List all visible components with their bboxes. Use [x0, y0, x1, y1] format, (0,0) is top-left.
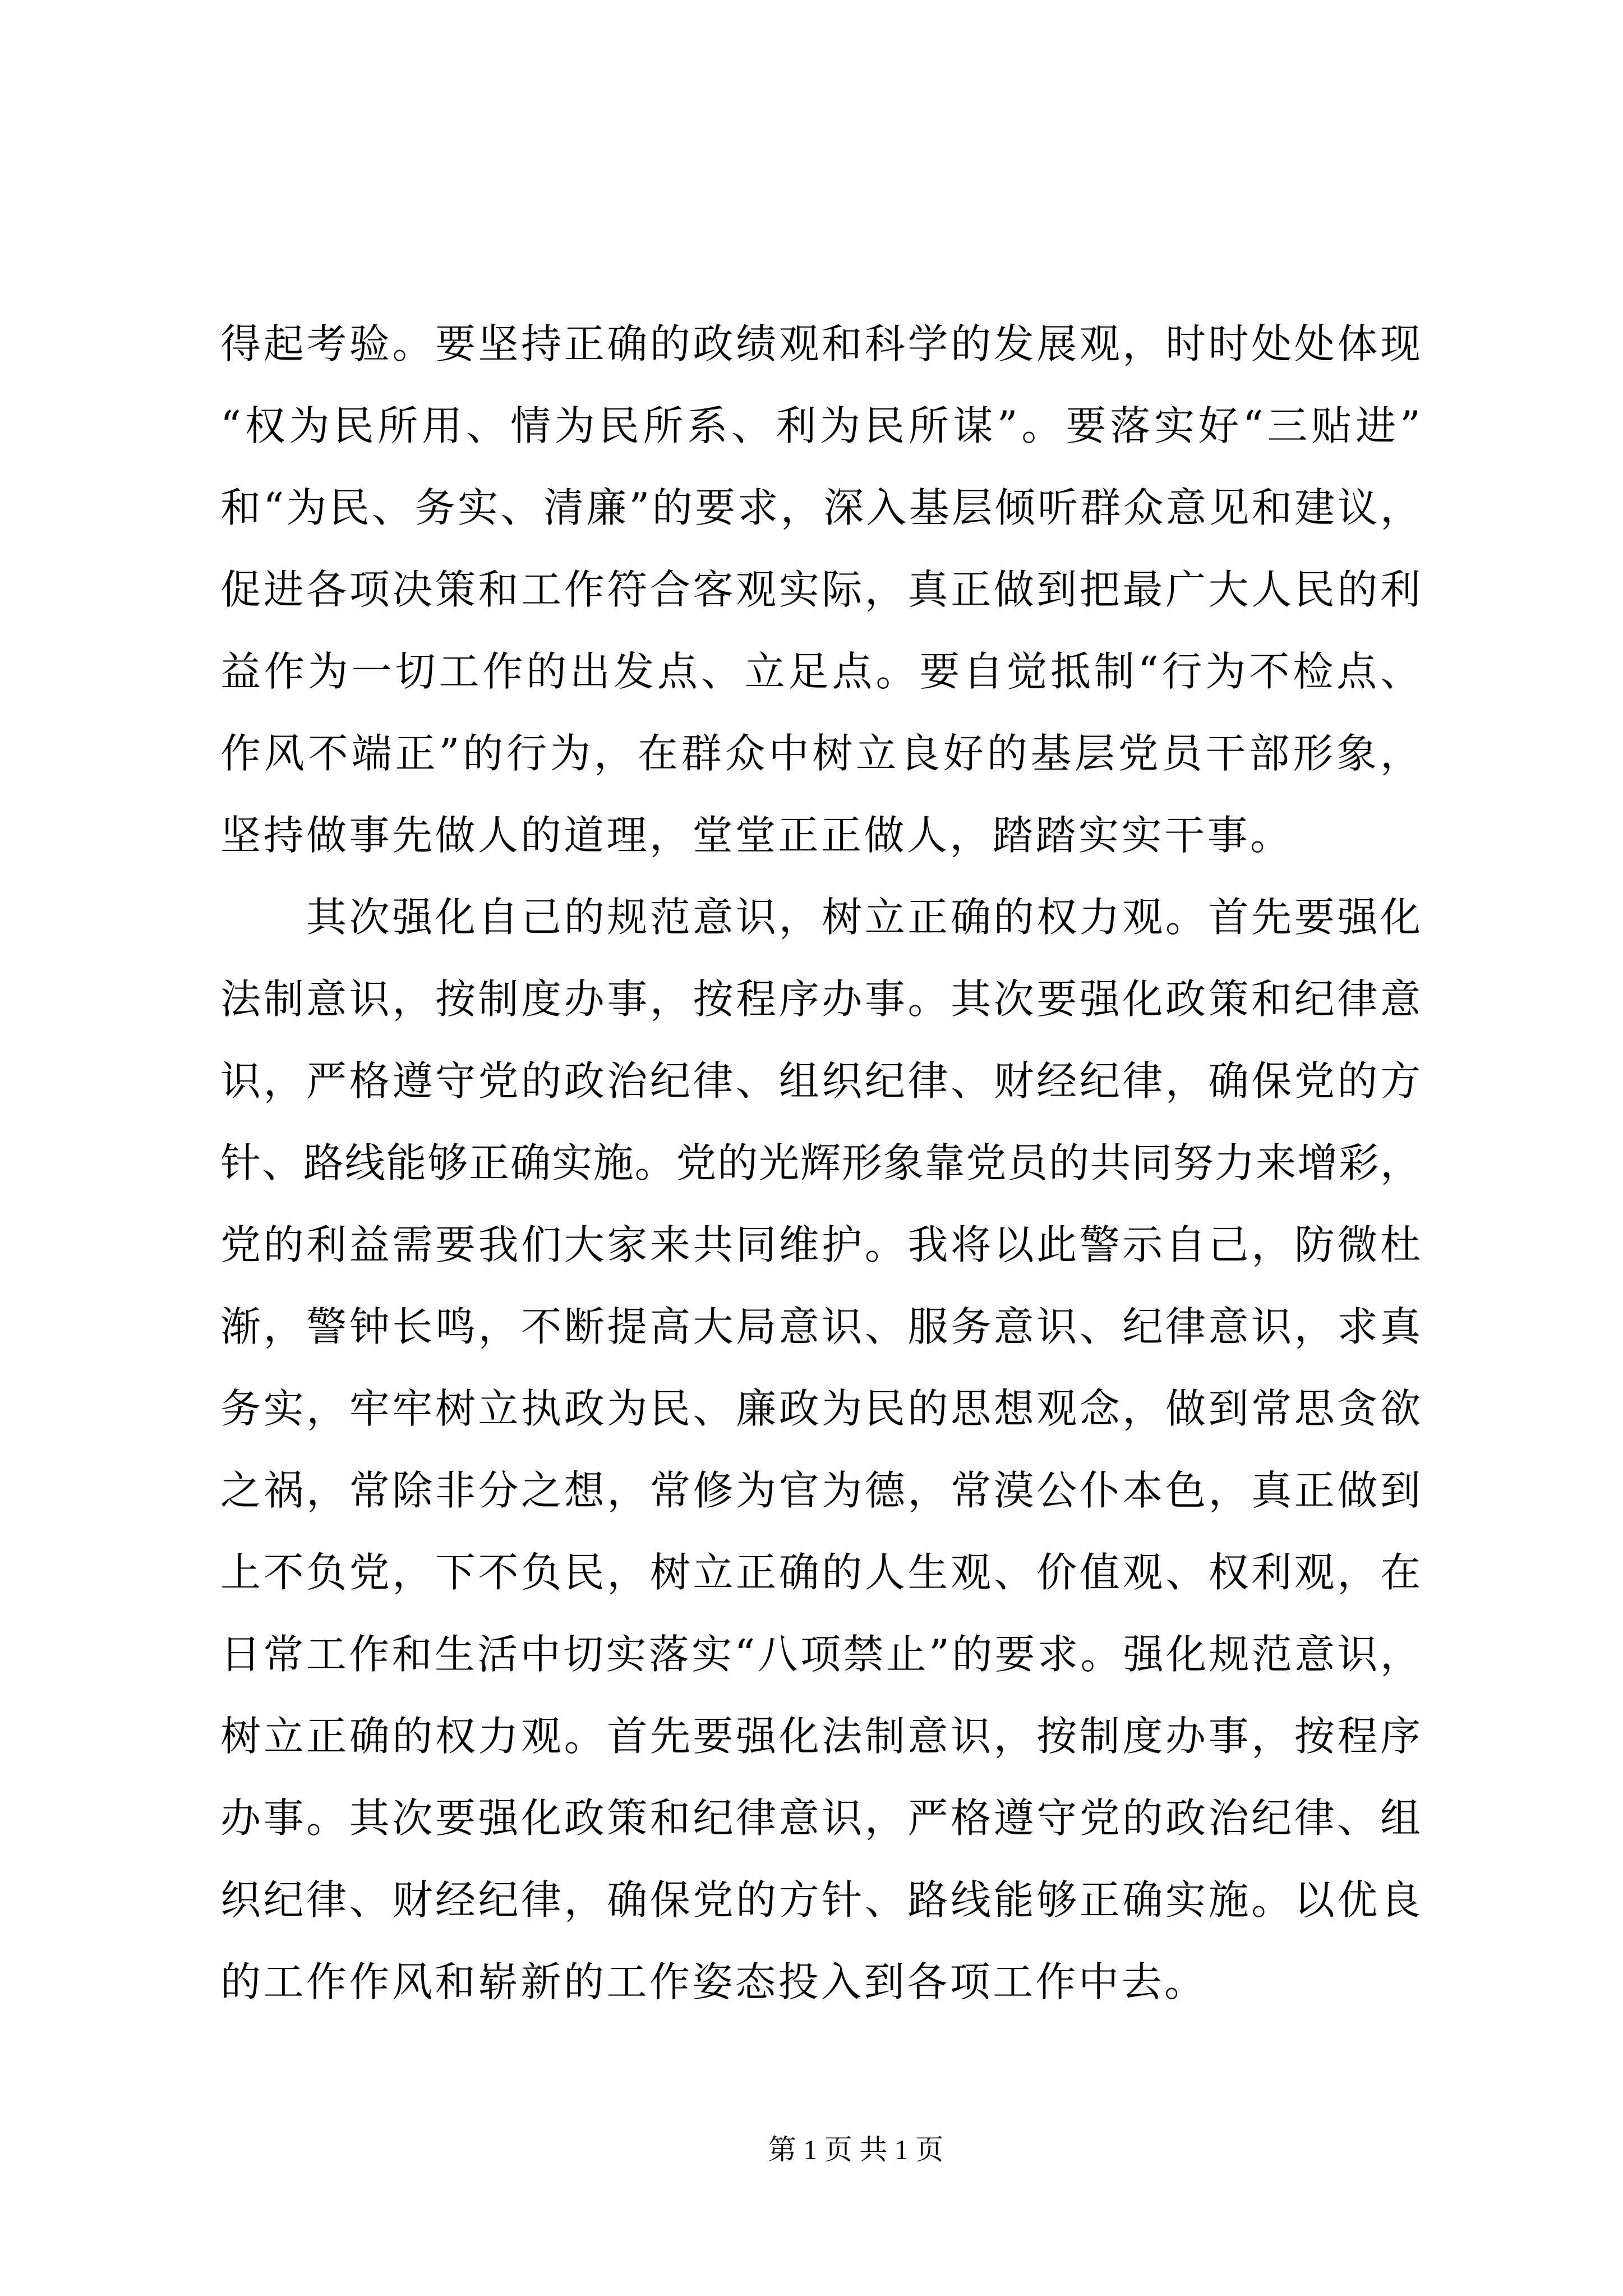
- paragraph-2-line-13: 织纪律、财经纪律，确保党的方针、路线能够正确实施。以优良: [220, 1876, 1421, 1924]
- paragraph-2-line-11: 树立正确的权力观。首先要强化法制意识，按制度办事，按程序: [220, 1713, 1421, 1760]
- paragraph-2-line-4: 针、路线能够正确实施。党的光辉形象靠党员的共同努力来增彩，: [220, 1139, 1421, 1186]
- paragraph-2: [220, 876, 1421, 2023]
- paragraph-1: [220, 303, 1421, 876]
- paragraph-1-line-6: 作风不端正”的行为，在群众中树立良好的基层党员干部形象，: [220, 730, 1421, 777]
- paragraph-1-line-7: 坚持做事先做人的道理，堂堂正正做人，踏踏实实干事。: [220, 812, 1293, 859]
- paragraph-2-line-8: 之祸，常除非分之想，常修为官为德，常漠公仆本色，真正做到: [220, 1467, 1421, 1514]
- paragraph-2-line-2: 法制意识，按制度办事，按程序办事。其次要强化政策和纪律意: [220, 976, 1421, 1023]
- paragraph-2-line-1: 其次强化自己的规范意识，树立正确的权力观。首先要强化: [306, 894, 1421, 941]
- paragraph-1-line-4: 促进各项决策和工作符合客观实际，真正做到把最广大人民的利: [220, 566, 1421, 613]
- paragraph-1-line-1: 得起考验。要坚持正确的政绩观和科学的发展观，时时处处体现: [220, 320, 1421, 367]
- paragraph-2-line-7: 务实，牢牢树立执政为民、廉政为民的思想观念，做到常思贪欲: [220, 1385, 1421, 1432]
- paragraph-2-line-14: 的工作作风和崭新的工作姿态投入到各项工作中去。: [220, 1958, 1207, 2005]
- paragraph-2-line-9: 上不负党，下不负民，树立正确的人生观、价值观、权利观，在: [220, 1549, 1421, 1596]
- paragraph-2-line-5: 党的利益需要我们大家来共同维护。我将以此警示自己，防微杜: [220, 1221, 1421, 1268]
- paragraph-2-line-6: 渐，警钟长鸣，不断提高大局意识、服务意识、纪律意识，求真: [220, 1303, 1421, 1350]
- document-body: [220, 303, 1421, 2023]
- paragraph-1-line-3: 和“为民、务实、清廉”的要求，深入基层倾听群众意见和建议，: [220, 484, 1421, 531]
- paragraph-2-line-3: 识，严格遵守党的政治纪律、组织纪律、财经纪律，确保党的方: [220, 1057, 1421, 1105]
- paragraph-2-line-10: 日常工作和生活中切实落实“八项禁止”的要求。强化规范意识，: [220, 1631, 1421, 1678]
- paragraph-1-line-5: 益作为一切工作的出发点、立足点。要自觉抵制“行为不检点、: [220, 648, 1421, 695]
- paragraph-2-line-12: 办事。其次要强化政策和纪律意识，严格遵守党的政治纪律、组: [220, 1795, 1421, 1842]
- page-number-footer: 第 1 页 共 1 页: [768, 2134, 944, 2165]
- paragraph-1-line-2: “权为民所用、情为民所系、利为民所谋”。要落实好“三贴进”: [220, 402, 1421, 449]
